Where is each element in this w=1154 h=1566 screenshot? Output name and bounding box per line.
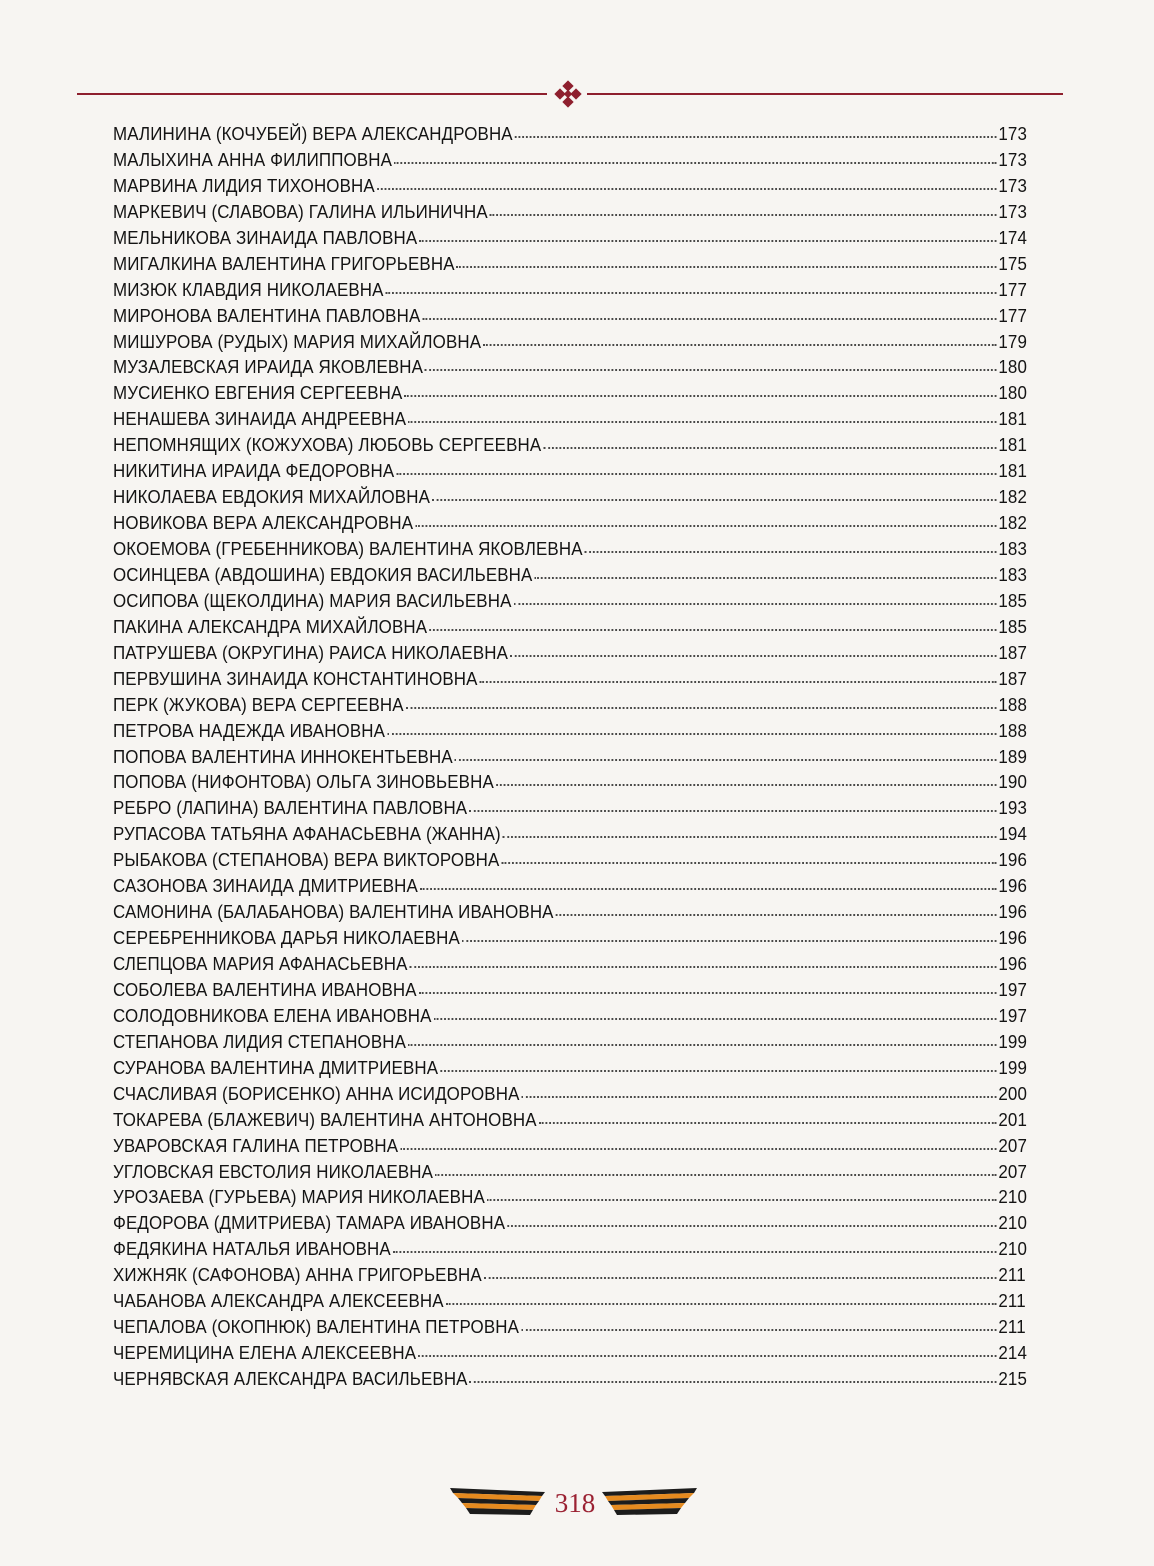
toc-entry-name: МИРОНОВА ВАЛЕНТИНА ПАВЛОВНА [113,305,421,326]
toc-entry-name: МИЗЮК КЛАВДИЯ НИКОЛАЕВНА [113,279,384,300]
toc-entry [113,824,1034,850]
toc-leader-dots [483,343,996,346]
toc-entry [113,928,1034,954]
toc-leader-dots [406,706,997,709]
toc-entry-name: ПАКИНА АЛЕКСАНДРА МИХАЙЛОВНА [113,616,428,637]
toc-entry [113,306,1034,332]
toc-leader-dots [408,420,996,423]
toc-entry-page: 211 [998,1317,1026,1338]
toc-leader-dots [521,1328,997,1331]
toc-entry-name: УВАРОВСКАЯ ГАЛИНА ПЕТРОВНА [113,1135,399,1156]
toc-leader-dots [408,1043,997,1046]
toc-leader-dots [394,161,997,164]
toc-entry [113,1213,1034,1239]
toc-entry-name: САЗОНОВА ЗИНАИДА ДМИТРИЕВНА [113,876,418,897]
toc-entry [113,1032,1034,1058]
toc-entry [113,254,1034,280]
toc-entry-name: ТОКАРЕВА (БЛАЖЕВИЧ) ВАЛЕНТИНА АНТОНОВНА [113,1109,537,1130]
toc-entry-name: ХИЖНЯК (САФОНОВА) АННА ГРИГОРЬЕВНА [113,1265,482,1286]
toc-entry-page: 183 [998,539,1028,559]
toc-leader-dots [521,1095,996,1098]
toc-entry [113,176,1034,202]
toc-entry-page: 181 [998,409,1028,430]
toc-leader-dots [555,913,996,916]
toc-entry [113,798,1034,824]
toc-entry-page: 187 [998,668,1028,689]
toc-entry [113,1369,1034,1395]
toc-leader-dots [415,524,996,527]
toc-entry-page: 177 [998,305,1028,326]
toc-entry-page: 210 [998,1187,1028,1208]
toc-leader-dots [420,887,997,890]
toc-entry-name: ПЕРВУШИНА ЗИНАИДА КОНСТАНТИНОВНА [113,668,478,689]
toc-entry [113,772,1034,798]
toc-entry [113,539,1034,565]
toc-entry-name: НЕНАШЕВА ЗИНАИДА АНДРЕЕВНА [113,409,407,430]
toc-leader-dots [425,368,997,371]
toc-entry-name: ПОПОВА ВАЛЕНТИНА ИННОКЕНТЬЕВНА [113,746,453,767]
toc-entry [113,591,1034,617]
toc-entry-name: ОКОЕМОВА (ГРЕБЕННИКОВА) ВАЛЕНТИНА ЯКОВЛЕВНА [113,539,583,559]
toc-entry-page: 197 [998,979,1028,1000]
toc-entry-name: МИГАЛКИНА ВАЛЕНТИНА ГРИГОРЬЕВНА [113,253,455,274]
toc-entry [113,280,1034,306]
toc-entry [113,954,1034,980]
page-footer [450,1478,700,1528]
toc-entry-name: МИШУРОВА (РУДЫХ) МАРИЯ МИХАЙЛОВНА [113,331,482,352]
toc-leader-dots [479,680,996,683]
toc-entry-name: ПЕРК (ЖУКОВА) ВЕРА СЕРГЕЕВНА [113,694,404,715]
toc-entry-name: СОБОЛЕВА ВАЛЕНТИНА ИВАНОВНА [113,979,417,1000]
toc-entry-page: 196 [998,954,1028,974]
toc-entry-page: 211 [998,1291,1026,1312]
toc-entry [113,1162,1034,1188]
toc-entry-name: МЕЛЬНИКОВА ЗИНАИДА ПАВЛОВНА [113,227,418,248]
toc-entry-page: 182 [998,513,1028,534]
toc-entry [113,150,1034,176]
toc-entry-name: НИКИТИНА ИРАИДА ФЕДОРОВНА [113,461,395,482]
toc-entry [113,461,1034,487]
toc-leader-dots [515,135,997,138]
toc-entry-page: 173 [998,175,1028,196]
page-number: 318 [554,1488,596,1518]
toc-leader-dots [503,835,997,838]
toc-entry-page: 173 [998,149,1028,170]
toc-entry-name: ПОПОВА (НИФОНТОВА) ОЛЬГА ЗИНОВЬЕВНА [113,772,494,793]
toc-entry-page: 210 [998,1213,1028,1234]
toc-entry [113,1265,1034,1291]
toc-entry-page: 181 [998,435,1028,456]
toc-entry [113,1291,1034,1317]
toc-entry-page: 194 [998,824,1028,845]
toc-entry-name: МАРКЕВИЧ (СЛАВОВА) ГАЛИНА ИЛЬИНИЧНА [113,201,488,222]
toc-leader-dots [534,576,996,579]
toc-entry [113,357,1034,383]
toc-leader-dots [501,861,996,864]
toc-entry [113,1187,1034,1213]
toc-leader-dots [584,550,996,553]
toc-leader-dots [377,187,997,190]
toc-entry-name: ОСИНЦЕВА (АВДОШИНА) ЕВДОКИЯ ВАСИЛЬЕВНА [113,564,533,585]
toc-entry [113,202,1034,228]
toc-entry-name: СТЕПАНОВА ЛИДИЯ СТЕПАНОВНА [113,1031,407,1052]
toc-entry-name: НОВИКОВА ВЕРА АЛЕКСАНДРОВНА [113,513,414,534]
toc-entry-page: 214 [998,1343,1028,1364]
toc-entry-page: 177 [998,279,1028,300]
toc-entry-page: 179 [998,331,1028,352]
toc-entry [113,721,1034,747]
toc-leader-dots [539,1121,997,1124]
toc-entry-name: ЧЕПАЛОВА (ОКОПНЮК) ВАЛЕНТИНА ПЕТРОВНА [113,1317,520,1338]
toc-entry-page: 173 [998,201,1028,222]
toc-leader-dots [455,758,997,761]
toc-leader-dots [469,809,996,812]
toc-entry-name: РЕБРО (ЛАПИНА) ВАЛЕНТИНА ПАВЛОВНА [113,798,468,819]
toc-leader-dots [510,654,997,657]
header-rule-right [587,93,1063,95]
toc-entry [113,383,1034,409]
toc-entry [113,1343,1034,1369]
toc-leader-dots [393,1250,997,1253]
toc-leader-dots [469,1380,996,1383]
toc-entry-name: МУСИЕНКО ЕВГЕНИЯ СЕРГЕЕВНА [113,383,403,404]
toc-leader-dots [440,1069,997,1072]
toc-entry-name: УРОЗАЕВА (ГУРЬЕВА) МАРИЯ НИКОЛАЕВНА [113,1187,485,1208]
toc-entry-name: СЛЕПЦОВА МАРИЯ АФАНАСЬЕВНА [113,954,408,974]
toc-entry-name: РУПАСОВА ТАТЬЯНА АФАНАСЬЕВНА (ЖАННА) [113,824,501,845]
toc-entry-page: 185 [998,590,1028,611]
toc-entry [113,980,1034,1006]
toc-entry-name: ЧЕРНЯВСКАЯ АЛЕКСАНДРА ВАСИЛЬЕВНА [113,1369,468,1389]
toc-entry-page: 207 [998,1161,1028,1182]
toc-leader-dots [419,239,996,242]
toc-entry-name: ОСИПОВА (ЩЕКОЛДИНА) МАРИЯ ВАСИЛЬЕВНА [113,590,512,611]
toc-entry-page: 190 [998,772,1028,793]
toc-entry [113,1084,1034,1110]
toc-leader-dots [496,783,997,786]
toc-leader-dots [435,1173,997,1176]
toc-entry-name: УГЛОВСКАЯ ЕВСТОЛИЯ НИКОЛАЕВНА [113,1161,434,1182]
toc-entry-name: ФЕДЯКИНА НАТАЛЬЯ ИВАНОВНА [113,1239,391,1260]
toc-entry-page: 180 [998,383,1028,404]
toc-entry [113,850,1034,876]
toc-entry-page: 197 [998,1005,1028,1026]
toc-leader-dots [429,628,996,631]
toc-leader-dots [446,1302,997,1305]
toc-entry-page: 189 [998,746,1028,767]
toc-leader-dots [462,939,997,942]
toc-leader-dots [409,965,996,968]
toc-entry-page: 201 [998,1109,1028,1130]
toc-leader-dots [400,1147,996,1150]
toc-entry [113,409,1034,435]
toc-entry-page: 188 [998,720,1028,741]
toc-entry [113,643,1034,669]
toc-entry-page: 185 [998,616,1028,637]
toc-entry-page: 215 [998,1369,1028,1389]
header-rule-left [77,93,547,95]
toc-entry-name: СОЛОДОВНИКОВА ЕЛЕНА ИВАНОВНА [113,1005,432,1026]
toc-entry-name: ЧАБАНОВА АЛЕКСАНДРА АЛЕКСЕЕВНА [113,1291,444,1312]
toc-entry-page: 182 [998,487,1028,508]
toc-entry-name: ПЕТРОВА НАДЕЖДА ИВАНОВНА [113,720,386,741]
toc-entry-name: НИКОЛАЕВА ЕВДОКИЯ МИХАЙЛОВНА [113,487,431,508]
toc-entry [113,124,1034,150]
toc-entry [113,876,1034,902]
toc-entry-page: 199 [998,1031,1028,1052]
toc-entry-page: 174 [998,227,1028,248]
toc-leader-dots [419,991,997,994]
toc-entry-name: СУРАНОВА ВАЛЕНТИНА ДМИТРИЕВНА [113,1057,439,1078]
toc-leader-dots [507,1224,997,1227]
toc-entry [113,902,1034,928]
toc-entry [113,617,1034,643]
toc-entry-page: 175 [998,253,1028,274]
toc-entry-page: 196 [998,876,1028,897]
toc-entry [113,669,1034,695]
toc-entry-page: 180 [998,357,1028,378]
toc-entry-page: 199 [998,1057,1028,1078]
toc-entry-page: 200 [998,1083,1028,1104]
toc-entry-page: 173 [998,124,1028,144]
toc-entry-page: 196 [998,928,1028,949]
toc-entry [113,1136,1034,1162]
toc-entry [113,1110,1034,1136]
toc-leader-dots [396,472,996,475]
toc-entry [113,1058,1034,1084]
toc-entry-page: 207 [998,1135,1028,1156]
toc-leader-dots [513,602,996,605]
st-george-ribbon-icon [602,1484,697,1520]
toc-entry-name: САМОНИНА (БАЛАБАНОВА) ВАЛЕНТИНА ИВАНОВНА [113,902,554,923]
toc-leader-dots [418,1354,997,1357]
toc-entry-name: МАРВИНА ЛИДИЯ ТИХОНОВНА [113,175,375,196]
toc-leader-dots [487,1198,997,1201]
toc-leader-dots [432,498,997,501]
toc-entry-name: СЧАСЛИВАЯ (БОРИСЕНКО) АННА ИСИДОРОВНА [113,1083,520,1104]
toc-entry-name: РЫБАКОВА (СТЕПАНОВА) ВЕРА ВИКТОРОВНА [113,850,500,871]
toc-entry-name: ПАТРУШЕВА (ОКРУГИНА) РАИСА НИКОЛАЕВНА [113,642,509,663]
toc-entry-page: 196 [998,850,1028,871]
toc-entry [113,1239,1034,1265]
toc-entry-page: 196 [998,902,1028,923]
toc-entry-page: 181 [998,461,1028,482]
toc-entry-name: НЕПОМНЯЩИХ (КОЖУХОВА) ЛЮБОВЬ СЕРГЕЕВНА [113,435,542,456]
toc-entry-page: 188 [998,694,1028,715]
toc-entry-name: МАЛИНИНА (КОЧУБЕЙ) ВЕРА АЛЕКСАНДРОВНА [113,124,513,144]
toc-entry [113,695,1034,721]
toc-entry [113,1006,1034,1032]
toc-entry [113,1317,1034,1343]
toc-entry [113,513,1034,539]
toc-leader-dots [543,446,996,449]
diamond-ornament-icon [554,80,582,108]
toc-entry-name: ФЕДОРОВА (ДМИТРИЕВА) ТАМАРА ИВАНОВНА [113,1213,506,1234]
toc-leader-dots [387,732,997,735]
toc-entry [113,565,1034,591]
toc-entry-page: 183 [998,564,1028,585]
toc-entry [113,747,1034,773]
toc-entry-page: 187 [998,642,1028,663]
toc-entry-page: 211 [998,1265,1026,1286]
toc-entry-page: 210 [998,1239,1028,1260]
toc-entry-name: МАЛЫХИНА АННА ФИЛИППОВНА [113,149,393,170]
toc-entry-page: 193 [998,798,1028,819]
toc-leader-dots [404,394,996,397]
toc-entry [113,435,1034,461]
toc-leader-dots [484,1276,997,1279]
toc-entry [113,228,1034,254]
toc-leader-dots [422,317,996,320]
toc-entry [113,487,1034,513]
toc-leader-dots [433,1017,996,1020]
toc-entry-name: СЕРЕБРЕННИКОВА ДАРЬЯ НИКОЛАЕВНА [113,928,460,949]
table-of-contents [113,124,1033,1395]
toc-leader-dots [490,213,997,216]
toc-entry-name: МУЗАЛЕВСКАЯ ИРАИДА ЯКОВЛЕВНА [113,357,424,378]
toc-leader-dots [385,291,996,294]
toc-entry [113,332,1034,358]
toc-leader-dots [456,265,996,268]
st-george-ribbon-icon [450,1484,545,1520]
toc-entry-name: ЧЕРЕМИЦИНА ЕЛЕНА АЛЕКСЕЕВНА [113,1343,417,1364]
